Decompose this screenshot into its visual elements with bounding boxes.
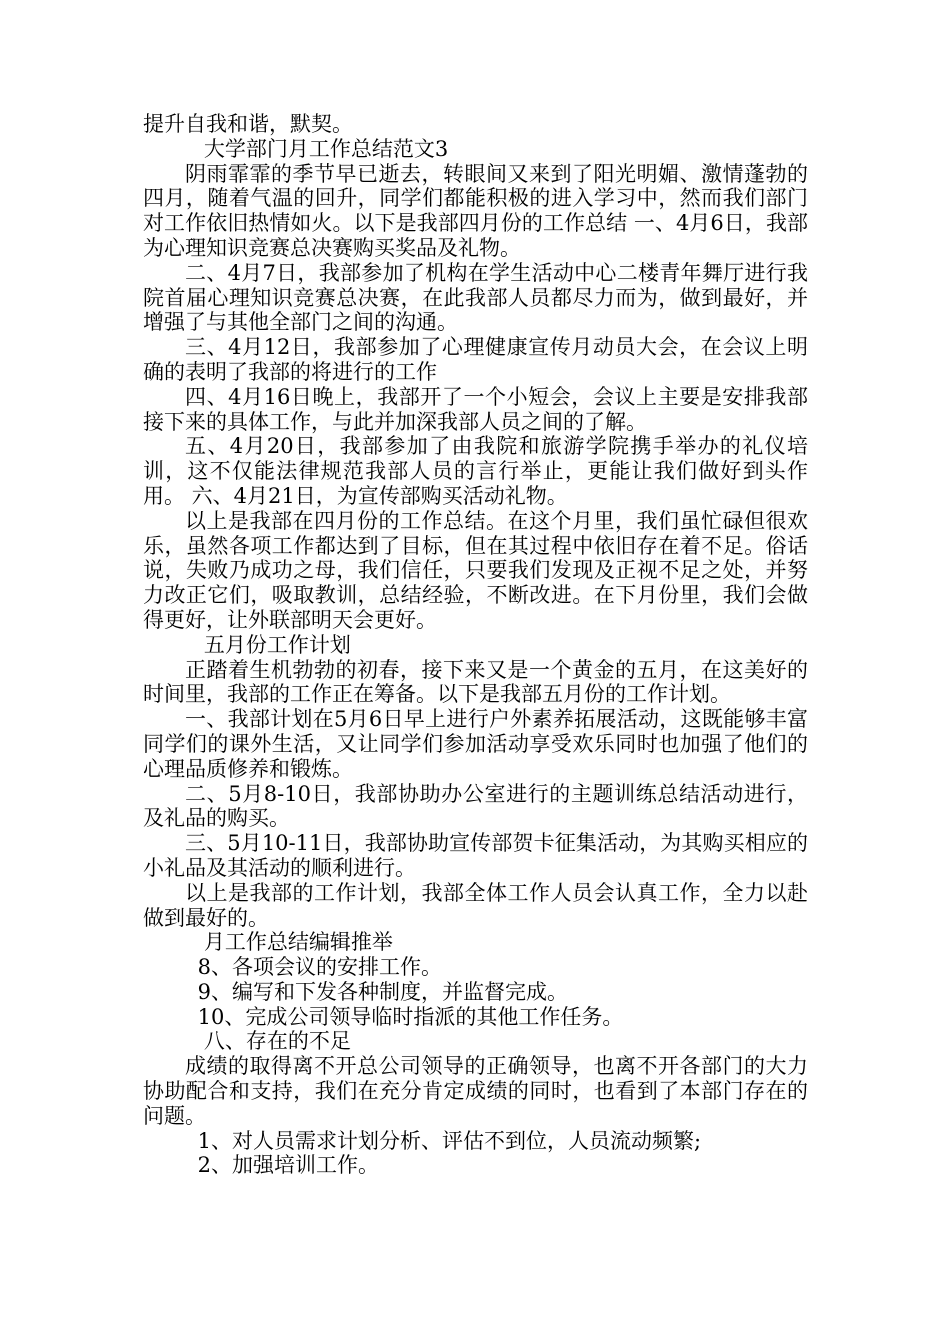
section-heading: 八、存在的不足 [203, 1029, 351, 1054]
paragraph: 以上是我部在四月份的工作总结。在这个月里，我们虽忙碌但很欢乐，虽然各项工作都达到了目标，但在其过程中依旧存在着不足。俗话说，失败乃成功之母，我们信任，只要我们发现及正视不足之处，并努力改正它们，吸取教训，总结经验，不断改进。在下月份里，我们会做得更好，让外联部明天会更好。 [143, 508, 808, 632]
section-heading: 大学部门月工作总结范文3 [203, 136, 449, 161]
section-heading: 月工作总结编辑推举 [203, 930, 393, 955]
paragraph: 成绩的取得离不开总公司领导的正确领导，也离不开各部门的大力协助配合和支持，我们在充分肯定成绩的同时，也看到了本部门存在的问题。 [143, 1054, 808, 1128]
list-item: 8、各项会议的安排工作。 [197, 955, 442, 980]
paragraph: 三、5月10-11日，我部协助宣传部贺卡征集活动，为其购买相应的小礼品及其活动的顺利进行。 [143, 831, 808, 880]
paragraph: 阴雨霏霏的季节早已逝去，转眼间又来到了阳光明媚、激情蓬勃的四月，随着气温的回升，同学们都能积极的进入学习中，然而我们部门对工作依旧热情如火。以下是我部四月份的工作总结 一、4月6日，我部为心理知识竞赛总决赛购买奖品及礼物。 [143, 161, 808, 260]
paragraph: 提升自我和谐，默契。 [143, 112, 353, 136]
list-item: 2、加强培训工作。 [197, 1153, 379, 1178]
paragraph: 三、4月12日，我部参加了心理健康宣传月动员大会，在会议上明确的表明了我部的将进行的工作 [143, 335, 808, 384]
paragraph: 正踏着生机勃勃的初春，接下来又是一个黄金的五月，在这美好的时间里，我部的工作正在筹备。以下是我部五月份的工作计划。 [143, 657, 808, 707]
paragraph: 五、4月20日，我部参加了由我院和旅游学院携手举办的礼仪培训，这不仅能法律规范我部人员的言行举止，更能让我们做好到头作用。 六、4月21日，为宣传部购买活动礼物。 [143, 434, 808, 508]
paragraph: 二、5月8-10日，我部协助办公室进行的主题训练总结活动进行，及礼品的购买。 [143, 781, 808, 831]
paragraph: 以上是我部的工作计划，我部全体工作人员会认真工作，全力以赴做到最好的。 [143, 880, 808, 930]
list-item: 9、编写和下发各种制度，并监督完成。 [197, 979, 568, 1004]
document-page [143, 112, 808, 1178]
section-heading: 五月份工作计划 [203, 632, 351, 657]
list-item: 1、对人员需求计划分析、评估不到位，人员流动频繁; [197, 1128, 702, 1153]
paragraph: 四、4月16日晚上，我部开了一个小短会，会议上主要是安排我部接下来的具体工作，与此并加深我部人员之间的了解。 [143, 384, 808, 434]
list-item: 10、完成公司领导临时指派的其他工作任务。 [197, 1004, 624, 1029]
paragraph: 二、4月7日，我部参加了机构在学生活动中心二楼青年舞厅进行我院首届心理知识竞赛总决赛，在此我部人员都尽力而为，做到最好，并增强了与其他全部门之间的沟通。 [143, 260, 808, 335]
paragraph: 一、我部计划在5月6日早上进行户外素养拓展活动，这既能够丰富同学们的课外生活，又让同学们参加活动享受欢乐同时也加强了他们的心理品质修养和锻炼。 [143, 707, 808, 781]
